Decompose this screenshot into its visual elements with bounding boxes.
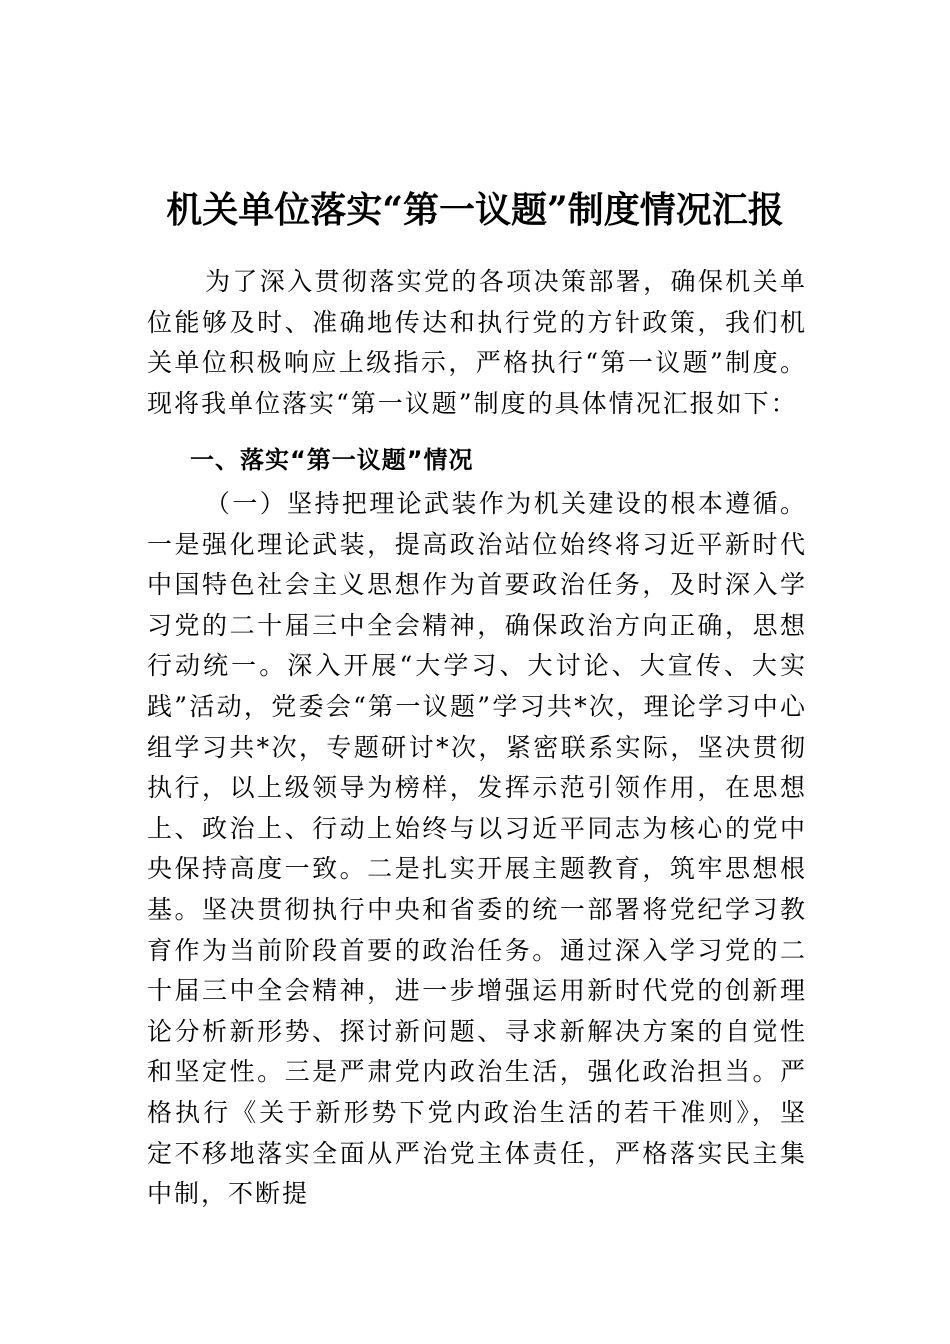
document-title: 机关单位落实“第一议题”制度情况汇报 (166, 189, 784, 232)
section-heading-1: 一、落实“第一议题”情况 (190, 446, 474, 474)
intro-paragraph: 为了深入贯彻落实党的各项决策部署，确保机关单位能够及时、准确地传达和执行党的方针政策，我们机关单位积极响应上级指示，严格执行“第一议题”制度。现将我单位落实“第一议题”制度的具体情况汇报如下： (147, 267, 807, 418)
section-1-paragraph-1: （一）坚持把理论武装作为机关建设的根本遵循。一是强化理论武装，提高政治站位始终将习近平新时代中国特色社会主义思想作为首要政治任务，及时深入学习党的二十届三中全会精神，确保政治方向正确，思想行动统一。深入开展“大学习、大讨论、大宣传、大实践”活动，党委会“第一议题”学习共*次，理论学习中心组学习共*次，专题研讨*次，紧密联系实际，坚决贯彻执行，以上级领导为榜样，发挥示范引领作用，在思想上、政治上、行动上始终与以习近平同志为核心的党中央保持高度一致。二是扎实开展主题教育，筑牢思想根基。坚决贯彻执行中央和省委的统一部署将党纪学习教育作为当前阶段首要的政治任务。通过深入学习党的二十届三中全会精神，进一步增强运用新时代党的创新理论分析新形势、探讨新问题、寻求新解决方案的自觉性和坚定性。三是严肃党内政治生活，强化政治担当。严格执行《关于新形势下党内政治生活的若干准则》，坚定不移地落实全面从严治党主体责任，严格落实民主集中制，不断提 (147, 489, 807, 1209)
